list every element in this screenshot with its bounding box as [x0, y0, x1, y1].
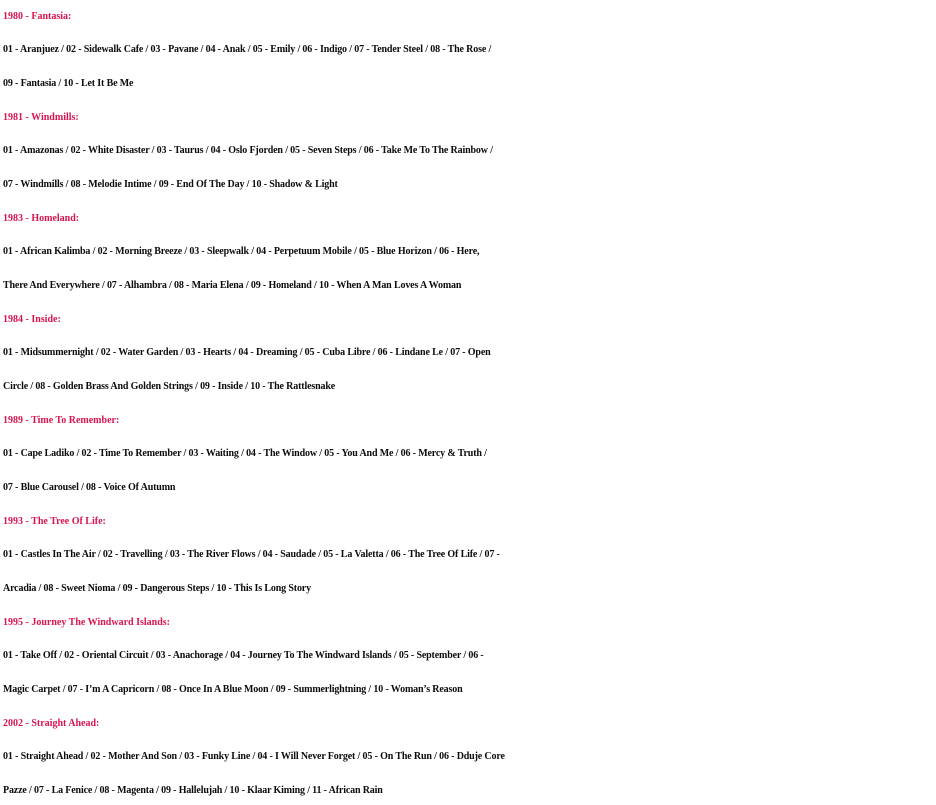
album-title: 1993 - The Tree Of Life:	[3, 516, 106, 527]
tracklist-line: 01 - Cape Ladiko / 02 - Time To Remember / 03 - Waiting / 04 - The Window / 05 - You And Me / 06 - Mercy & Truth /	[3, 448, 487, 459]
album-section	[3, 202, 936, 303]
tracklist-line: Circle / 08 - Golden Brass And Golden Strings / 09 - Inside / 10 - The Rattlesnake	[3, 381, 336, 392]
tracklist-line: 01 - Midsummernight / 02 - Water Garden / 03 - Hearts / 04 - Dreaming / 05 - Cuba Libre / 06 - Lindane Le / 07 - Open	[3, 347, 491, 358]
tracklist-line: 01 - African Kalimba / 02 - Morning Breeze / 03 - Sleepwalk / 04 - Perpetuum Mobile / 05 - Blue Horizon / 06 - Here,	[3, 246, 480, 257]
tracklist-line: 01 - Aranjuez / 02 - Sidewalk Cafe / 03 - Pavane / 04 - Anak / 05 - Emily / 06 - Indigo / 07 - Tender Steel / 08 - The Rose /	[3, 44, 492, 55]
tracklist-line: 01 - Castles In The Air / 02 - Travelling / 03 - The River Flows / 04 - Saudade / 05 - La Valetta / 06 - The Tree Of Life / 07 -	[3, 549, 500, 560]
album-title: 1983 - Homeland:	[3, 213, 80, 224]
album-section	[3, 0, 936, 101]
tracklist-line: Magic Carpet / 07 - I’m A Capricorn / 08 - Once In A Blue Moon / 09 - Summerlightning / 10 - Woman’s Reason	[3, 684, 463, 695]
tracklist-line: 01 - Amazonas / 02 - White Disaster / 03 - Taurus / 04 - Oslo Fjorden / 05 - Seven Steps / 06 - Take Me To The Rainbow /	[3, 145, 493, 156]
album-section	[3, 101, 936, 202]
album-section	[3, 404, 936, 505]
tracklist-line: 07 - Windmills / 08 - Melodie Intime / 09 - End Of The Day / 10 - Shadow & Light	[3, 179, 338, 190]
album-title: 1981 - Windmills:	[3, 112, 79, 123]
album-title: 1980 - Fantasia:	[3, 11, 72, 22]
album-section	[3, 505, 936, 606]
album-title: 1995 - Journey The Windward Islands:	[3, 617, 170, 628]
tracklist-line: 01 - Straight Ahead / 02 - Mother And Son / 03 - Funky Line / 04 - I Will Never Forget / 05 - On The Run / 06 - Dduje Core	[3, 751, 505, 762]
album-title: 1984 - Inside:	[3, 314, 61, 325]
tracklist-line: 07 - Blue Carousel / 08 - Voice Of Autumn	[3, 482, 176, 493]
album-title: 2002 - Straight Ahead:	[3, 718, 100, 729]
album-section	[3, 606, 936, 707]
tracklist-line: Pazze / 07 - La Fenice / 08 - Magenta / 09 - Hallelujah / 10 - Klaar Kiming / 11 - African Rain	[3, 785, 383, 796]
tracklist-line: There And Everywhere / 07 - Alhambra / 08 - Maria Elena / 09 - Homeland / 10 - When A Man Loves A Woman	[3, 280, 462, 291]
album-section	[3, 707, 936, 805]
album-section	[3, 303, 936, 404]
tracklist-line: 01 - Take Off / 02 - Oriental Circuit / 03 - Anachorage / 04 - Journey To The Windward Islands / 05 - September / 06 -	[3, 650, 484, 661]
tracklist-line: 09 - Fantasia / 10 - Let It Be Me	[3, 78, 134, 89]
tracklist-line: Arcadia / 08 - Sweet Nioma / 09 - Dangerous Steps / 10 - This Is Long Story	[3, 583, 311, 594]
album-title: 1989 - Time To Remember:	[3, 415, 120, 426]
